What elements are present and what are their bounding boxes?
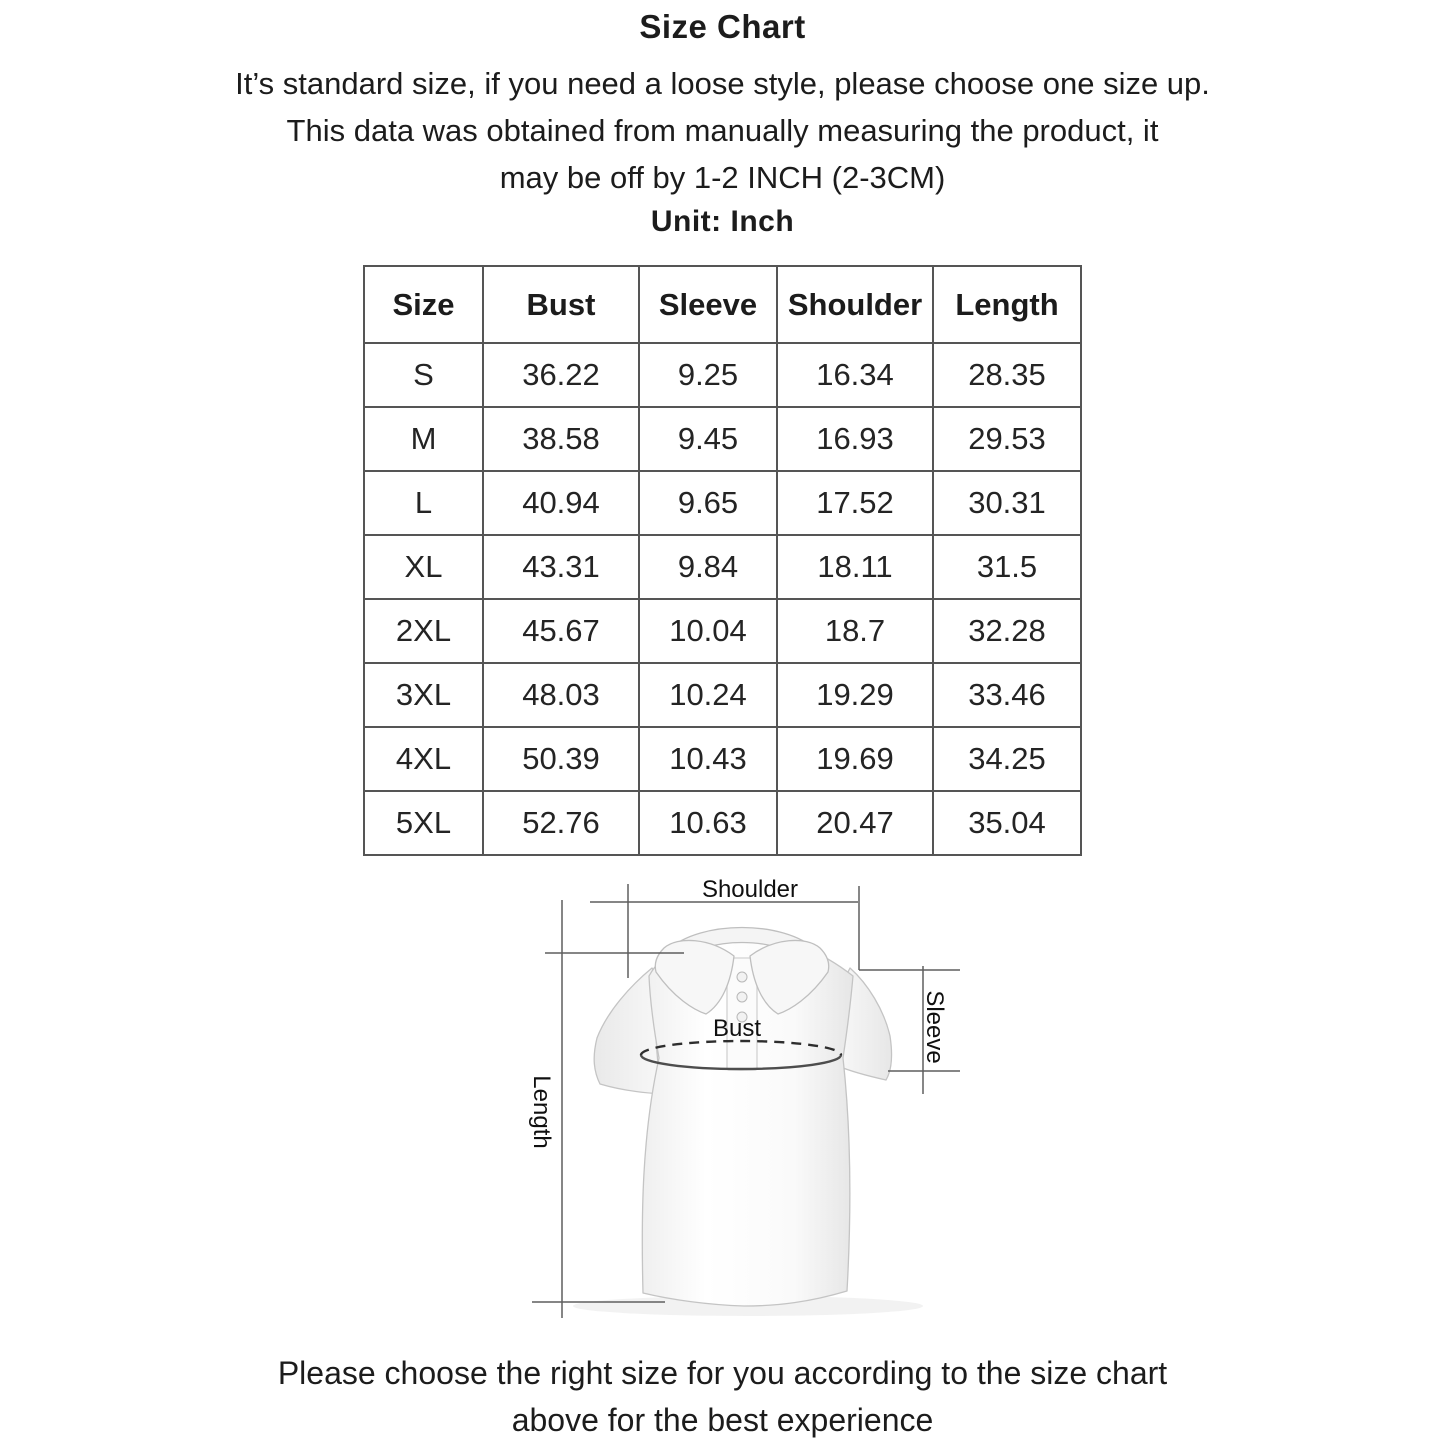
measurement-cell: 10.04 — [639, 599, 777, 663]
size-cell: L — [364, 471, 483, 535]
measurement-cell: 18.11 — [777, 535, 933, 599]
table-header-row — [364, 266, 1081, 343]
measurement-cell: 38.58 — [483, 407, 639, 471]
disclaimer-line-1: It’s standard size, if you need a loose style, please choose one size up. — [235, 66, 1210, 101]
measurement-cell: 9.45 — [639, 407, 777, 471]
table-row — [364, 599, 1081, 663]
table-row — [364, 471, 1081, 535]
column-header: Sleeve — [639, 266, 777, 343]
size-cell: 4XL — [364, 727, 483, 791]
size-cell: 2XL — [364, 599, 483, 663]
shirt-measurement-diagram — [470, 858, 990, 1338]
measurement-cell: 30.31 — [933, 471, 1081, 535]
table-row — [364, 535, 1081, 599]
measurement-cell: 40.94 — [483, 471, 639, 535]
size-disclaimer-text — [0, 60, 1445, 201]
size-cell: 5XL — [364, 791, 483, 855]
footer-line-1: Please choose the right size for you according to the size chart — [277, 1355, 1168, 1391]
measurement-cell: 32.28 — [933, 599, 1081, 663]
size-cell: XL — [364, 535, 483, 599]
disclaimer-line-2: This data was obtained from manually measuring the product, it — [286, 113, 1159, 148]
table-row — [364, 343, 1081, 407]
measurement-cell: 33.46 — [933, 663, 1081, 727]
measurement-cell: 19.29 — [777, 663, 933, 727]
button-icon — [737, 972, 747, 982]
measurement-cell: 52.76 — [483, 791, 639, 855]
size-cell: M — [364, 407, 483, 471]
column-header: Shoulder — [777, 266, 933, 343]
table-row — [364, 791, 1081, 855]
table-row — [364, 663, 1081, 727]
measurement-cell: 10.24 — [639, 663, 777, 727]
measurement-cell: 34.25 — [933, 727, 1081, 791]
measurement-cell: 28.35 — [933, 343, 1081, 407]
size-cell: S — [364, 343, 483, 407]
unit-label: Unit: Inch — [650, 205, 795, 238]
column-header: Length — [933, 266, 1081, 343]
measurement-cell: 10.63 — [639, 791, 777, 855]
measurement-cell: 29.53 — [933, 407, 1081, 471]
sleeve-label: Sleeve — [921, 990, 948, 1064]
button-icon — [737, 992, 747, 1002]
disclaimer-line-3: may be off by 1-2 INCH (2-3CM) — [499, 160, 946, 195]
column-header: Size — [364, 266, 483, 343]
size-chart-table — [363, 265, 1082, 856]
measurement-cell: 48.03 — [483, 663, 639, 727]
footer-line-2: above for the best experience — [511, 1402, 934, 1438]
measurement-cell: 9.84 — [639, 535, 777, 599]
length-label: Length — [528, 1075, 555, 1149]
shoulder-label: Shoulder — [701, 876, 799, 903]
measurement-cell: 10.43 — [639, 727, 777, 791]
table-row — [364, 727, 1081, 791]
measurement-cell: 50.39 — [483, 727, 639, 791]
bust-label: Bust — [712, 1015, 762, 1042]
measurement-cell: 45.67 — [483, 599, 639, 663]
measurement-cell: 9.25 — [639, 343, 777, 407]
measurement-cell: 43.31 — [483, 535, 639, 599]
measurement-cell: 17.52 — [777, 471, 933, 535]
column-header: Bust — [483, 266, 639, 343]
size-cell: 3XL — [364, 663, 483, 727]
measurement-cell: 20.47 — [777, 791, 933, 855]
measurement-cell: 31.5 — [933, 535, 1081, 599]
measurement-cell: 36.22 — [483, 343, 639, 407]
measurement-cell: 16.34 — [777, 343, 933, 407]
page-title: Size Chart — [639, 8, 806, 45]
table-body — [364, 343, 1081, 855]
table-row — [364, 407, 1081, 471]
polo-shirt-illustration — [594, 928, 891, 1307]
measurement-cell: 19.69 — [777, 727, 933, 791]
measurement-cell: 9.65 — [639, 471, 777, 535]
footer-note — [0, 1350, 1445, 1444]
measurement-cell: 35.04 — [933, 791, 1081, 855]
measurement-cell: 16.93 — [777, 407, 933, 471]
measurement-cell: 18.7 — [777, 599, 933, 663]
